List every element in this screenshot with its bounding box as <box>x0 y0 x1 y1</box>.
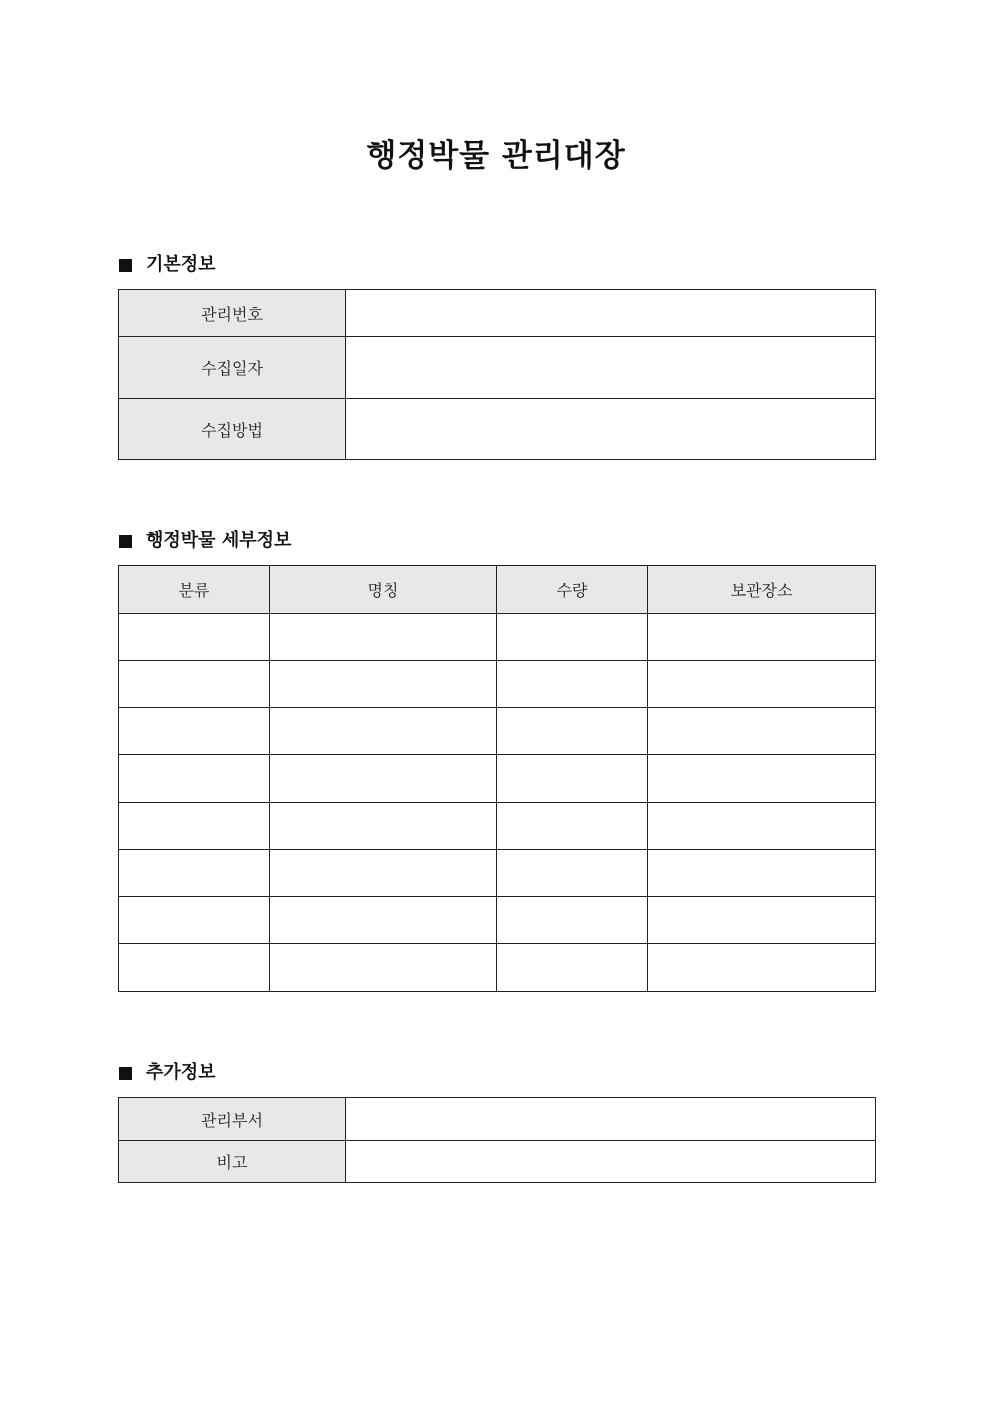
field-label-managing-department: 관리부서 <box>119 1098 346 1141</box>
table-row <box>119 614 876 661</box>
table-row <box>119 337 876 399</box>
cell-storage-location[interactable] <box>648 803 876 850</box>
detail-info-heading <box>119 529 291 553</box>
cell-category[interactable] <box>119 708 270 755</box>
square-bullet-icon <box>119 1067 132 1080</box>
basic-info-heading <box>119 253 216 277</box>
column-header-storage-location: 보관장소 <box>648 566 876 614</box>
cell-category[interactable] <box>119 944 270 992</box>
field-label-collection-date: 수집일자 <box>119 337 346 399</box>
extra-info-heading-text: 추가정보 <box>146 1062 216 1083</box>
basic-info-heading-text: 기본정보 <box>146 254 216 275</box>
field-value-collection-date[interactable] <box>346 337 876 399</box>
table-row <box>119 944 876 992</box>
cell-quantity[interactable] <box>497 944 648 992</box>
cell-storage-location[interactable] <box>648 708 876 755</box>
cell-storage-location[interactable] <box>648 850 876 897</box>
cell-name[interactable] <box>270 944 497 992</box>
cell-name[interactable] <box>270 897 497 944</box>
field-value-collection-method[interactable] <box>346 399 876 460</box>
cell-quantity[interactable] <box>497 803 648 850</box>
cell-quantity[interactable] <box>497 614 648 661</box>
cell-quantity[interactable] <box>497 661 648 708</box>
column-header-name: 명칭 <box>270 566 497 614</box>
cell-quantity[interactable] <box>497 755 648 803</box>
cell-storage-location[interactable] <box>648 897 876 944</box>
column-header-category: 분류 <box>119 566 270 614</box>
table-row <box>119 1141 876 1183</box>
cell-category[interactable] <box>119 850 270 897</box>
table-row <box>119 1098 876 1141</box>
table-row <box>119 661 876 708</box>
cell-name[interactable] <box>270 850 497 897</box>
cell-category[interactable] <box>119 803 270 850</box>
cell-storage-location[interactable] <box>648 614 876 661</box>
table-header-row <box>119 566 876 614</box>
cell-name[interactable] <box>270 708 497 755</box>
column-header-quantity: 수량 <box>497 566 648 614</box>
field-value-management-number[interactable] <box>346 290 876 337</box>
cell-name[interactable] <box>270 661 497 708</box>
cell-quantity[interactable] <box>497 708 648 755</box>
square-bullet-icon <box>119 259 132 272</box>
field-label-remarks: 비고 <box>119 1141 346 1183</box>
basic-info-table <box>118 289 876 460</box>
table-row <box>119 708 876 755</box>
extra-info-heading <box>119 1061 216 1085</box>
cell-storage-location[interactable] <box>648 944 876 992</box>
table-row <box>119 755 876 803</box>
cell-quantity[interactable] <box>497 850 648 897</box>
cell-category[interactable] <box>119 897 270 944</box>
table-row <box>119 803 876 850</box>
cell-quantity[interactable] <box>497 897 648 944</box>
field-value-remarks[interactable] <box>346 1141 876 1183</box>
cell-category[interactable] <box>119 755 270 803</box>
table-row <box>119 850 876 897</box>
cell-name[interactable] <box>270 803 497 850</box>
cell-name[interactable] <box>270 755 497 803</box>
extra-info-table <box>118 1097 876 1183</box>
detail-info-table <box>118 565 876 992</box>
field-value-managing-department[interactable] <box>346 1098 876 1141</box>
cell-name[interactable] <box>270 614 497 661</box>
cell-storage-location[interactable] <box>648 661 876 708</box>
table-row <box>119 399 876 460</box>
cell-category[interactable] <box>119 661 270 708</box>
table-row <box>119 897 876 944</box>
document-title: 행정박물 관리대장 <box>366 138 626 174</box>
square-bullet-icon <box>119 535 132 548</box>
cell-category[interactable] <box>119 614 270 661</box>
field-label-collection-method: 수집방법 <box>119 399 346 460</box>
detail-info-heading-text: 행정박물 세부정보 <box>146 530 292 551</box>
field-label-management-number: 관리번호 <box>119 290 346 337</box>
table-row <box>119 290 876 337</box>
cell-storage-location[interactable] <box>648 755 876 803</box>
